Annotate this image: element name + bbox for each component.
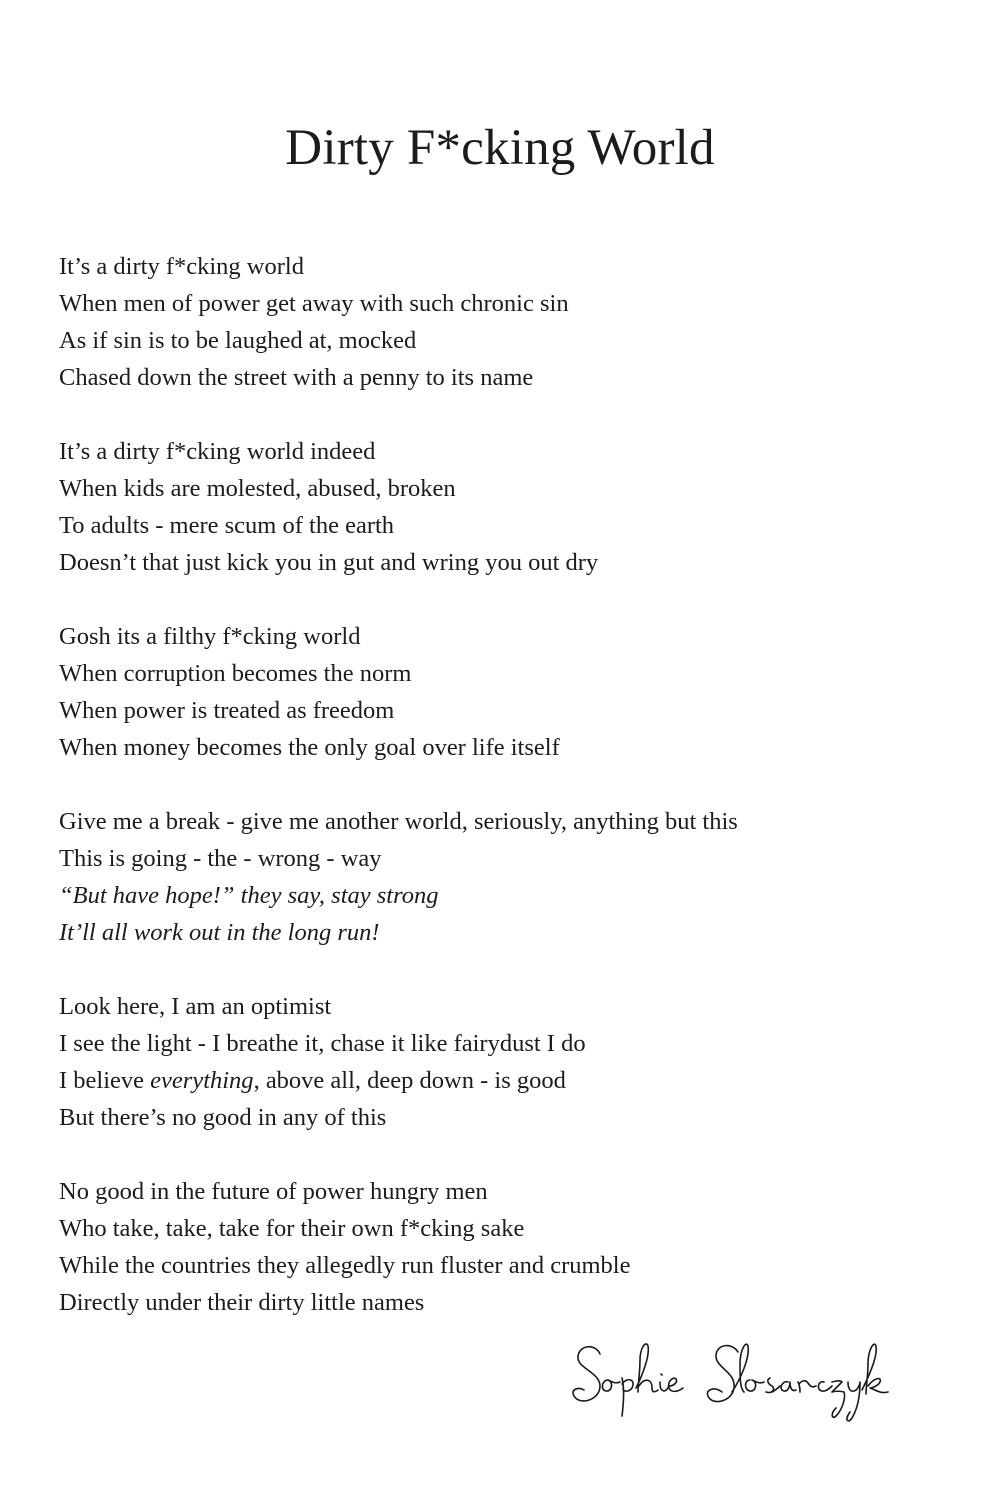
poem-line: I see the light - I breathe it, chase it like fairydust I do	[59, 1030, 586, 1057]
poem-line: When money becomes the only goal over life itself	[59, 734, 560, 761]
poem-body	[59, 248, 959, 1358]
poem-line-italic: “But have hope!” they say, stay strong	[59, 882, 439, 909]
poem-line: As if sin is to be laughed at, mocked	[59, 327, 417, 354]
stanza-1	[59, 248, 959, 396]
stanza-4	[59, 803, 959, 951]
emphasized-word: everything	[150, 1067, 254, 1094]
poem-line: Directly under their dirty little names	[59, 1289, 425, 1316]
poem-line: But there’s no good in any of this	[59, 1104, 387, 1131]
poem-line: Who take, take, take for their own f*cking sake	[59, 1215, 525, 1242]
stanza-6	[59, 1173, 959, 1321]
poem-line: When kids are molested, abused, broken	[59, 475, 456, 502]
poem-line: No good in the future of power hungry men	[59, 1178, 488, 1205]
poem-line-text: , above all, deep down - is good	[253, 1067, 566, 1094]
poem-line: Gosh its a filthy f*cking world	[59, 623, 361, 650]
author-signature	[566, 1336, 896, 1426]
stanza-5	[59, 988, 959, 1136]
poem-line: It’s a dirty f*cking world	[59, 253, 304, 280]
poem-line: While the countries they allegedly run fluster and crumble	[59, 1252, 631, 1279]
poem-line-text: I believe	[59, 1067, 151, 1094]
poem-line: It’s a dirty f*cking world indeed	[59, 438, 376, 465]
poem-line: When men of power get away with such chronic sin	[59, 290, 569, 317]
poem-line: Chased down the street with a penny to its name	[59, 364, 534, 391]
poem-line: Look here, I am an optimist	[59, 993, 332, 1020]
stanza-3	[59, 618, 959, 766]
stanza-2	[59, 433, 959, 581]
signature-drawing	[566, 1336, 896, 1426]
poem-line: This is going - the - wrong - way	[59, 845, 382, 872]
poem-line: When power is treated as freedom	[59, 697, 395, 724]
poem-line: Doesn’t that just kick you in gut and wring you out dry	[59, 549, 599, 576]
poem-line	[59, 1062, 959, 1099]
poem-line-italic: It’ll all work out in the long run!	[59, 919, 380, 946]
poem-line: Give me a break - give me another world, seriously, anything but this	[59, 808, 738, 835]
poem-title: Dirty F*cking World	[285, 120, 715, 176]
poem-line: To adults - mere scum of the earth	[59, 512, 395, 539]
poem-line: When corruption becomes the norm	[59, 660, 412, 687]
